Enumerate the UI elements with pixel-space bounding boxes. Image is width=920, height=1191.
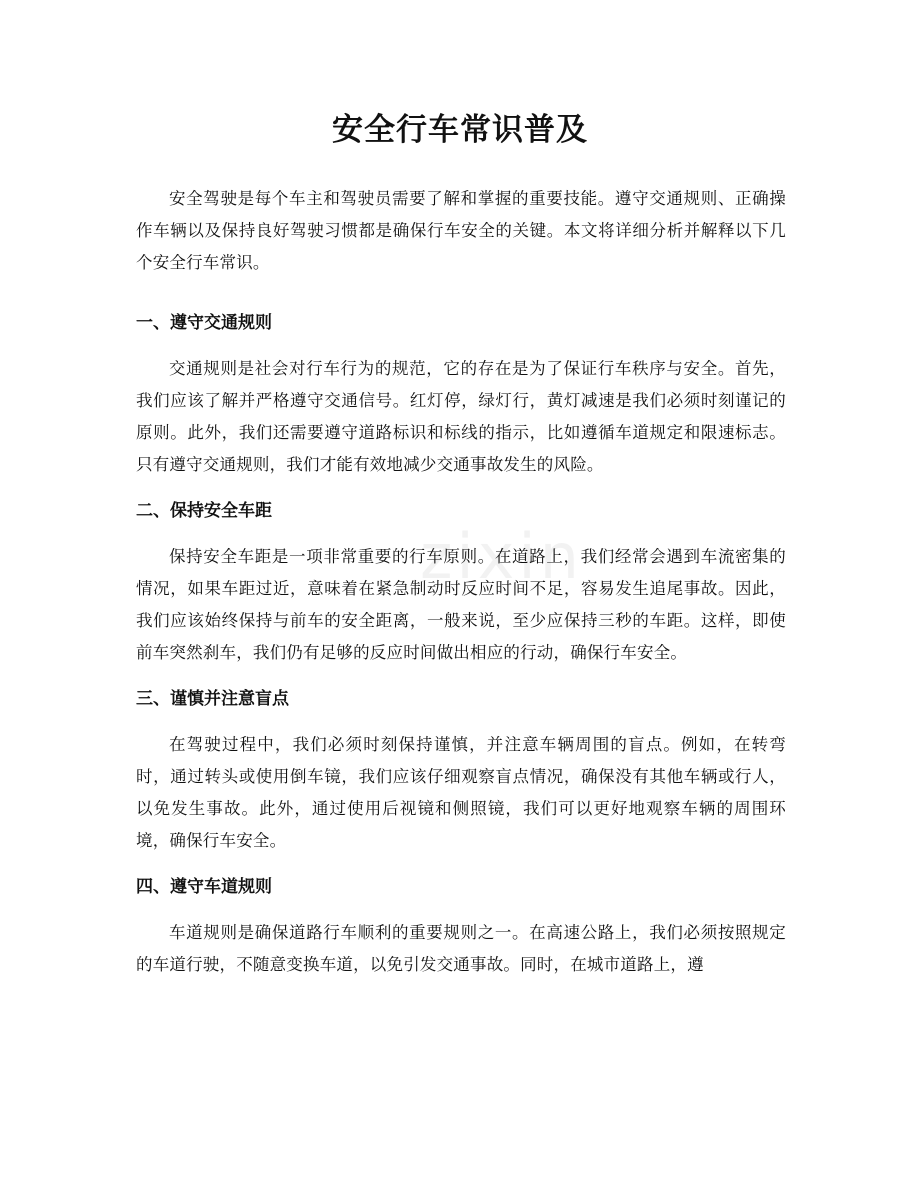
section-heading-lane-rules: 四、遵守车道规则: [136, 877, 272, 897]
page-title: 安全行车常识普及: [332, 112, 588, 148]
document-content: [136, 183, 786, 981]
intro-paragraph: 安全驾驶是每个车主和驾驶员需要了解和掌握的重要技能。遵守交通规则、正确操作车辆以及保持良好驾驶习惯都是确保行车安全的关键。本文将详细分析并解释以下几个安全行车常识。: [136, 189, 786, 272]
section-body-traffic-rules: 交通规则是社会对行车行为的规范，它的存在是为了保证行车秩序与安全。首先，我们应该了解并严格遵守交通信号。红灯停，绿灯行，黄灯减速是我们必须时刻谨记的原则。此外，我们还需要遵守道路标识和标线的指示，比如遵循车道规定和限速标志。只有遵守交通规则，我们才能有效地减少交通事故发生的风险。: [136, 359, 786, 474]
section-heading-safe-distance: 二、保持安全车距: [136, 501, 272, 521]
section-body-lane-rules: 车道规则是确保道路行车顺利的重要规则之一。在高速公路上，我们必须按照规定的车道行驶，不随意变换车道，以免引发交通事故。同时，在城市道路上，遵: [136, 923, 786, 974]
section-body-blind-spots: 在驾驶过程中，我们必须时刻保持谨慎，并注意车辆周围的盲点。例如，在转弯时，通过转头或使用倒车镜，我们应该仔细观察盲点情况，确保没有其他车辆或行人，以免发生事故。此外，通过使用后视镜和侧照镜，我们可以更好地观察车辆的周围环境，确保行车安全。: [136, 735, 786, 850]
section-heading-traffic-rules: 一、遵守交通规则: [136, 313, 272, 333]
section-heading-blind-spots: 三、谨慎并注意盲点: [136, 689, 289, 709]
section-body-safe-distance: 保持安全车距是一项非常重要的行车原则。在道路上，我们经常会遇到车流密集的情况，如果车距过近，意味着在紧急制动时反应时间不足，容易发生追尾事故。因此，我们应该始终保持与前车的安全距离，一般来说，至少应保持三秒的车距。这样，即使前车突然刹车，我们仍有足够的反应时间做出相应的行动，确保行车安全。: [136, 547, 786, 662]
watermark: zixin: [420, 520, 583, 593]
